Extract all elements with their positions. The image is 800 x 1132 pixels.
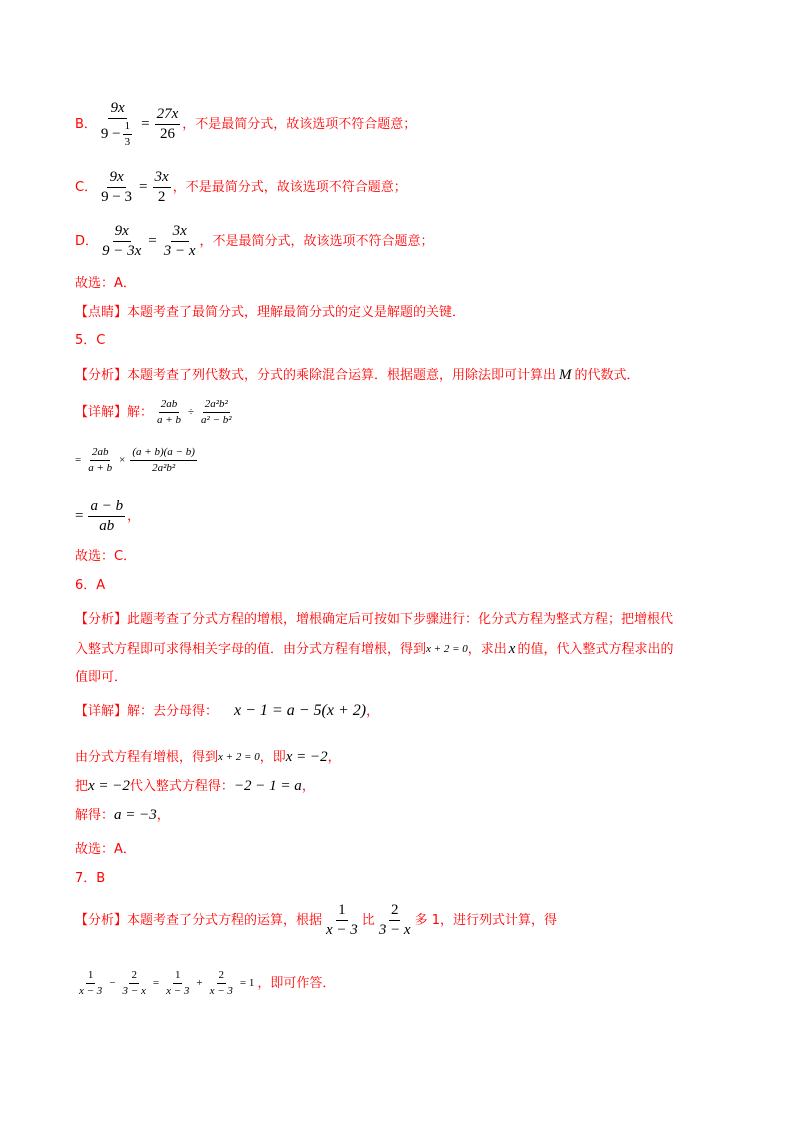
q7-fraction-2: $\frac{2}{3 - x}$	[378, 901, 411, 938]
option-c-label: C．	[75, 179, 98, 195]
q7-fraction-1: $\frac{1}{x - 3}$	[326, 901, 358, 938]
q5-variable-m: M	[559, 367, 572, 383]
option-b-line: B． 9x 9 − $\frac{1}{3}$ = $\frac{27x}{26}$ ，不是最简分式，故该选项不符合题意；	[75, 99, 417, 148]
option-c-fraction-left: $\frac{9x}{9 - 3}$	[101, 168, 133, 205]
option-c-text: ，不是最简分式，故该选项不符合题意；	[172, 179, 407, 195]
q5-detail-label: 【详解】解：	[75, 404, 154, 420]
q6-detail-line-3: 把 x = −2 代入整式方程得： −2 − 1 = a ，	[75, 778, 315, 794]
q6-analysis-line-3: 值即可．	[75, 670, 128, 685]
q6-detail-line-1: 【详解】解：去分母得： x − 1 = a − 5(x + 2) ，	[75, 702, 380, 719]
q4-note: 【点睛】本题考查了最简分式，理解最简分式的定义是解题的关键．	[75, 305, 466, 320]
q5-e2-fraction-2: $\frac{(a + b)(a - b)}{\text{2a²b²}}$	[132, 445, 195, 474]
option-d-line: D． $\frac{9x}{9 - 3x}$ = $\frac{3x}{3 - x}$ ，不是最简分式，故该选项不符合题意；	[75, 222, 434, 259]
option-b-fraction-left: 9x 9 − $\frac{1}{3}$	[100, 99, 131, 148]
q5-detail-line-2: = $\frac{2ab}{a + b}$ × $\frac{(a + b)(a - b)}{\text{2a²b²}}$	[75, 445, 195, 474]
option-c-line: C． $\frac{9x}{9 - 3}$ = $\frac{3x}{2}$ ，不是最简分式，故该选项不符合题意；	[75, 168, 407, 205]
q5-e1-fraction-2: $\frac{\text{2a²b²}}{\text{a² − b²}}$	[201, 397, 232, 426]
q5-answer: 故选：C．	[75, 549, 137, 564]
option-b-label: B．	[75, 116, 97, 132]
q7-header: 7．B	[75, 871, 106, 886]
option-b-text: ，不是最简分式，故该选项不符合题意；	[182, 116, 417, 132]
q7-calc-fraction-4: $\frac{2}{x - 3}$	[209, 968, 233, 997]
q7-calculation: $\frac{1}{x - 3}$ − $\frac{2}{3 - x}$ = $\frac{1}{x - 3}$ + $\frac{2}{x - 3}$ = 1 ，即可作答．	[79, 968, 336, 997]
q6-analysis-line-1: 【分析】此题考查了分式方程的增根，增根确定后可按如下步骤进行：化分式方程为整式方程；把增根代	[75, 612, 674, 627]
q6-detail-line-2: 由分式方程有增根，得到 x + 2 = 0 ，即 x = −2 ，	[75, 749, 341, 765]
q7-calc-fraction-3: $\frac{1}{x - 3}$	[166, 968, 190, 997]
q5-analysis: 【分析】本题考查了列代数式，分式的乘除混合运算．根据题意，用除法即可计算出 M 的代数式．	[75, 367, 640, 383]
option-c-fraction-right: $\frac{3x}{2}$	[154, 168, 169, 205]
q5-header: 5．C	[75, 333, 106, 348]
option-d-text: ，不是最简分式，故该选项不符合题意；	[199, 233, 434, 249]
option-b-fraction-right: $\frac{27x}{26}$	[156, 105, 179, 142]
q6-answer: 故选：A．	[75, 842, 136, 857]
q5-detail-line-1: 【详解】解： $\frac{2ab}{a + b}$ ÷ $\frac{\text{2a²b²}}{\text{a² − b²}}$	[75, 397, 232, 426]
q6-header: 6．A	[75, 578, 106, 593]
q6-detail-line-4: 解得： a = −3 ，	[75, 807, 170, 823]
q7-analysis: 【分析】本题考查了分式方程的运算，根据 $\frac{1}{x - 3}$ 比 $\frac{2}{3 - x}$ 多 1，进行列式计算，得	[75, 901, 557, 938]
q7-calc-fraction-2: $\frac{2}{3 - x}$	[122, 968, 146, 997]
option-d-fraction-right: $\frac{3x}{3 - x}$	[163, 222, 196, 259]
q5-e3-fraction: $\frac{a - b}{ab}$	[90, 497, 124, 534]
option-d-fraction-left: $\frac{9x}{9 - 3x}$	[102, 222, 142, 259]
q5-e2-fraction-1: $\frac{2ab}{a + b}$	[88, 445, 113, 474]
q4-answer: 故选：A．	[75, 276, 136, 291]
q7-calc-fraction-1: $\frac{1}{x - 3}$	[79, 968, 103, 997]
q6-analysis-line-2: 入整式方程即可求得相关字母的值．由分式方程有增根，得到 x + 2 = 0 ，求出 x 的值，代入整式方程求出的	[75, 641, 674, 657]
option-d-label: D．	[75, 233, 99, 249]
option-b-inner-fraction: $\frac{1}{3}$	[124, 119, 131, 148]
q5-detail-line-3: = $\frac{a - b}{ab}$ ，	[75, 497, 141, 534]
q5-e1-fraction-1: $\frac{2ab}{a + b}$	[157, 397, 181, 426]
